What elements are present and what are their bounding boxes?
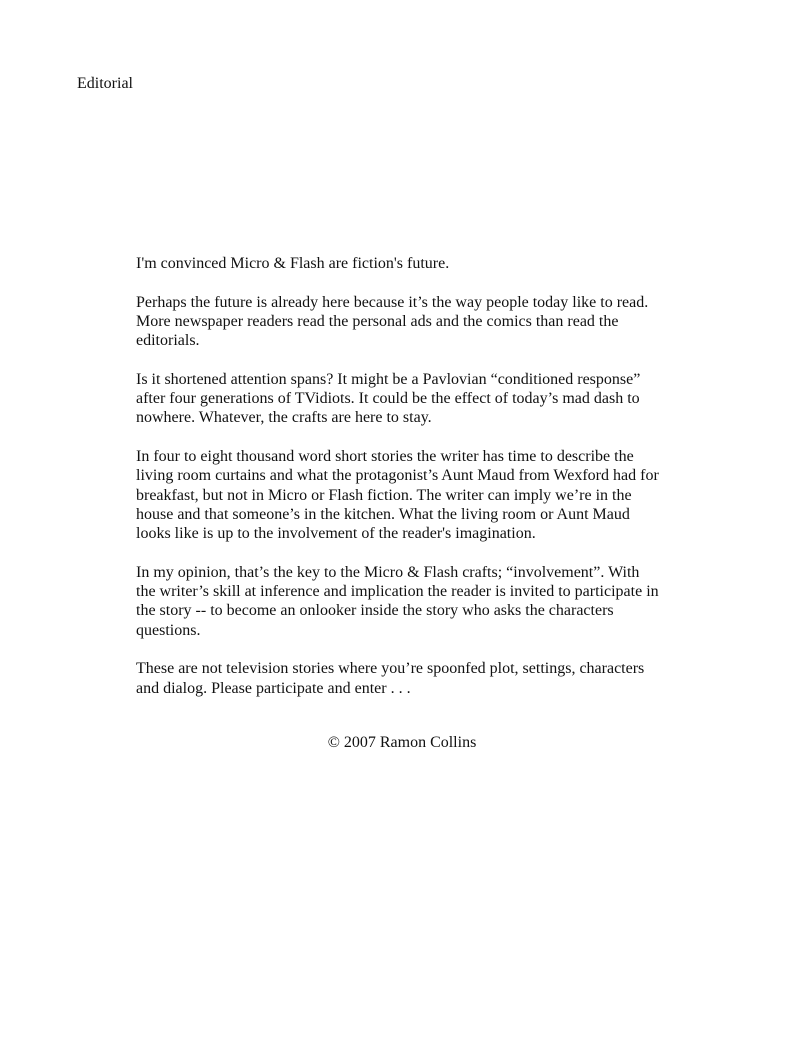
copyright-notice: © 2007 Ramon Collins xyxy=(327,734,477,751)
editorial-body xyxy=(136,254,676,717)
paragraph-4: In four to eight thousand word short stories the writer has time to describe the living room curtains and what the protagonist’s Aunt Maud from Wexford had for breakfast, but not in Micro or Flash fiction. The writer can imply we’re in the house and that someone’s in the kitchen. What the living room or Aunt Maud looks like is up to the involvement of the reader's imagination. xyxy=(136,447,659,543)
paragraph-1: I'm convinced Micro & Flash are fiction's future. xyxy=(136,255,450,272)
paragraph-2: Perhaps the future is already here because it’s the way people today like to read. More newspaper readers read the personal ads and the comics than read the editorials. xyxy=(136,293,649,350)
paragraph-6: These are not television stories where you’re spoonfed plot, settings, characters and dialog. Please participate and enter . . . xyxy=(136,660,645,697)
section-label: Editorial xyxy=(77,75,133,92)
paragraph-5: In my opinion, that’s the key to the Micro & Flash crafts; “involvement”. With the writer’s skill at inference and implication the reader is invited to participate in the story -- to become an onlooker inside the story who asks the characters questions. xyxy=(136,563,659,639)
paragraph-3: Is it shortened attention spans? It might be a Pavlovian “conditioned response” after four generations of TVidiots. It could be the effect of today’s mad dash to nowhere. Whatever, the crafts are here to stay. xyxy=(136,370,641,427)
